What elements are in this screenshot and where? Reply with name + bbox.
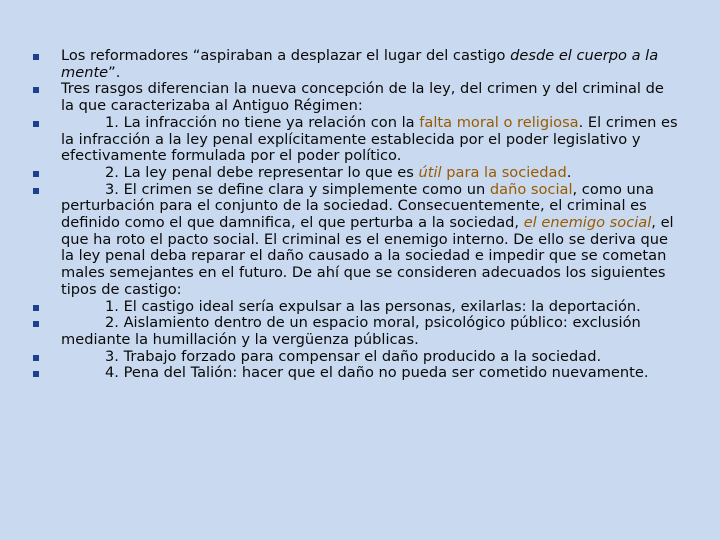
square-bullet-icon (33, 188, 39, 194)
bullet-list (31, 48, 681, 382)
item-text: , como una perturbación para el conjunto de la sociedad. Consecuentemente, el criminal es definido como el que damnifica, el que perturba a la sociedad, (61, 180, 654, 232)
list-item (31, 299, 681, 316)
item-text: 2. Aislamiento dentro de un espacio moral, psicológico público: exclusión mediante la humillación y la vergüenza públicas. (61, 314, 641, 348)
list-item (31, 315, 681, 348)
item-text: 4. Pena del Talión: hacer que el daño no pueda ser cometido nuevamente. (105, 364, 649, 382)
square-bullet-icon (33, 355, 39, 361)
item-text: 2. La ley penal debe representar lo que es (105, 163, 419, 181)
list-item (31, 81, 681, 114)
item-text: , el que ha roto el pacto social. El criminal es el enemigo interno. De ello se deriva que la ley penal deba reparar el daño causado a la sociedad e impedir que se cometan males semejantes en el futuro. De ahí que se consideren adecuados los siguientes tipos de castigo: (61, 214, 674, 298)
square-bullet-icon (33, 171, 39, 177)
item-text: 3. Trabajo forzado para compensar el daño producido a la sociedad. (105, 347, 602, 365)
square-bullet-icon (33, 371, 39, 377)
square-bullet-icon (33, 321, 39, 327)
list-item (31, 115, 681, 165)
item-text: ”. (108, 63, 121, 81)
item-text: Los reformadores “aspiraban a desplazar el lugar del castigo (61, 47, 511, 64)
list-item (31, 365, 681, 382)
item-highlight-text: falta moral o religiosa (419, 113, 579, 131)
square-bullet-icon (33, 305, 39, 311)
item-italic-text: desde el cuerpo a la mente (61, 47, 659, 81)
item-text: Tres rasgos diferencian la nueva concepción de la ley, del crimen y del criminal de la que caracterizaba al Antiguo Régimen: (61, 80, 664, 115)
square-bullet-icon (33, 121, 39, 127)
list-item (31, 48, 681, 81)
item-highlight-text: para la sociedad (441, 163, 567, 181)
item-text: . El crimen es la infracción a la ley penal explícitamente establecida por el poder legislativo y efectivamente formulada por el poder político. (61, 113, 678, 165)
item-text: 1. El castigo ideal sería expulsar a las personas, exilarlas: la deportación. (105, 297, 641, 315)
item-text: 1. La infracción no tiene ya relación con la (105, 113, 420, 131)
item-highlight-italic-text: el enemigo social (523, 214, 652, 232)
item-highlight-text: daño social (489, 180, 573, 198)
item-text: . (566, 163, 572, 181)
square-bullet-icon (33, 87, 39, 93)
list-item (31, 182, 681, 299)
item-text: 3. El crimen se define clara y simplemente como un (105, 180, 490, 198)
list-item (31, 165, 681, 182)
list-item (31, 349, 681, 366)
square-bullet-icon (33, 54, 39, 60)
item-highlight-italic-text: útil (418, 163, 442, 181)
